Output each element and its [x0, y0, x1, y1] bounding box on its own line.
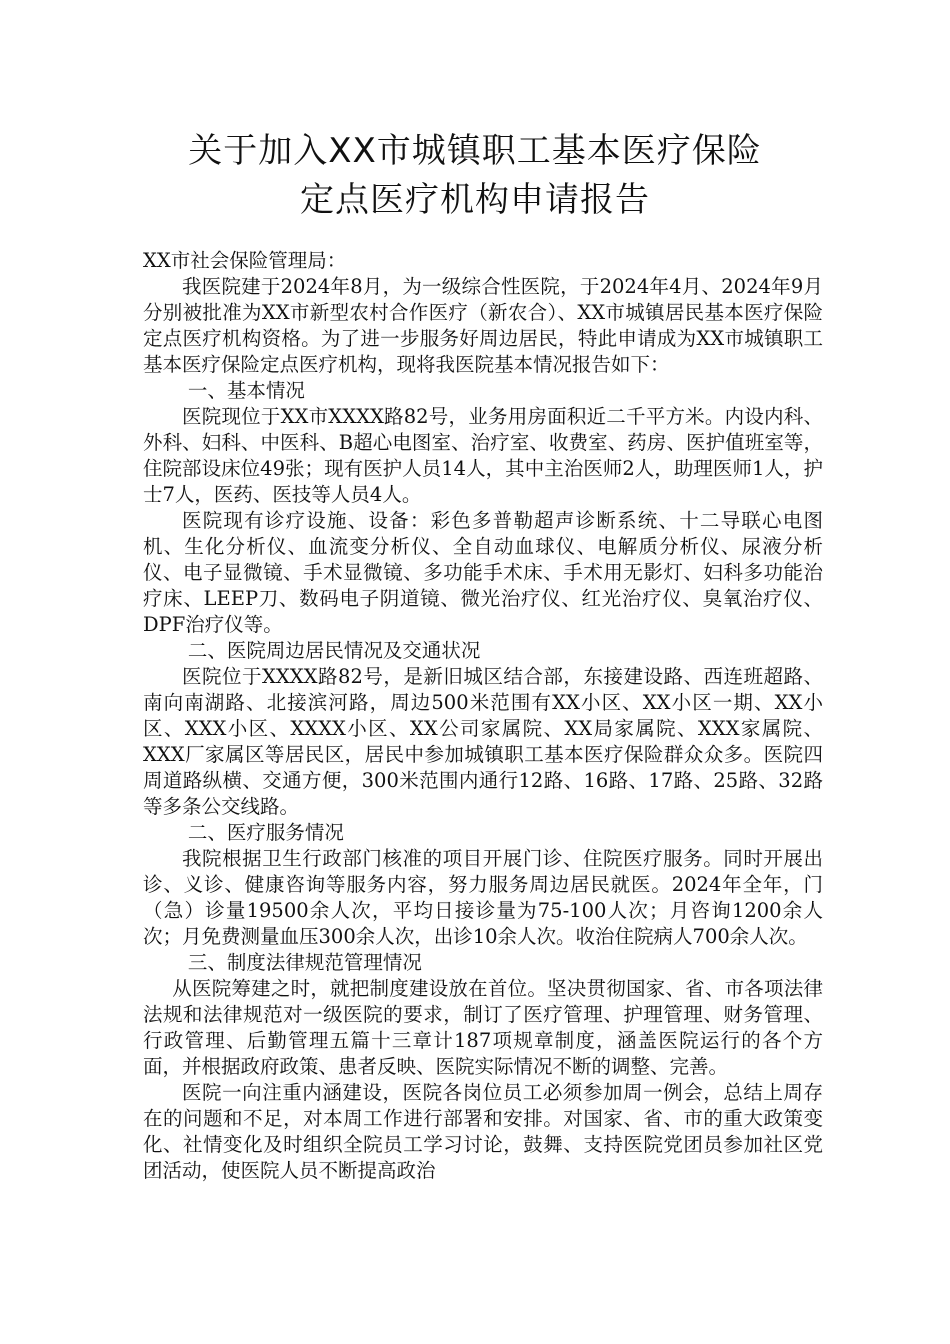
document-title-line2: 定点医疗机构申请报告	[300, 180, 650, 220]
paragraph-equipment: 医院现有诊疗设施、设备：彩色多普勒超声诊断系统、十二导联心电图机、生化分析仪、血流变分析仪、全自动血球仪、电解质分析仪、尿液分析仪、电子显微镜、手术显微镜、多功能手术床、手术用无影灯、妇科多功能治疗床、LEEP刀、数码电子阴道镜、微光治疗仪、红光治疗仪、臭氧治疗仪、DPF治疗仪等。	[143, 509, 823, 636]
document-title-line1: 关于加入XX市城镇职工基本医疗保险	[188, 131, 762, 171]
paragraph-internal-building: 医院一向注重内涵建设，医院各岗位员工必须参加周一例会，总结上周存在的问题和不足，对本周工作进行部署和安排。对国家、省、市的重大政策变化、社情变化及时组织全院员工学习讨论，鼓舞、支持医院党团员参加社区党团活动，使医院人员不断提高政治	[143, 1081, 823, 1182]
paragraph-services: 我院根据卫生行政部门核准的项目开展门诊、住院医疗服务。同时开展出诊、义诊、健康咨询等服务内容，努力服务周边居民就医。2024年全年，门（急）诊量19500余人次，平均日接诊量为75-100人次；月咨询1200余人次；月免费测量血压300余人次，出诊10余人次。收治住院病人700余人次。	[143, 847, 823, 948]
paragraph-regulations: 从医院筹建之时，就把制度建设放在首位。坚决贯彻国家、省、市各项法律法规和法律规范对一级医院的要求，制订了医疗管理、护理管理、财务管理、行政管理、后勤管理五篇十三章计187项规章制度，涵盖医院运行的各个方面，并根据政府政策、患者反映、医院实际情况不断的调整、完善。	[143, 977, 823, 1078]
paragraph-surroundings: 医院位于XXXX路82号，是新旧城区结合部，东接建设路、西连班超路、南向南湖路、北接滨河路，周边500米范围有XX小区、XX小区一期、XX小区、XXX小区、XXXX小区、XX公司家属院、XX局家属院、XXX家属院、XXX厂家属区等居民区，居民中参加城镇职工基本医疗保险群众众多。医院四周道路纵横、交通方便，300米范围内通行12路、16路、17路、25路、32路等多条公交线路。	[143, 665, 823, 818]
paragraph-intro: 我医院建于2024年8月，为一级综合性医院，于2024年4月、2024年9月分别被批准为XX市新型农村合作医疗（新农合）、XX市城镇居民基本医疗保险定点医疗机构资格。为了进一步服务好周边居民，特此申请成为XX市城镇职工基本医疗保险定点医疗机构，现将我医院基本情况报告如下：	[143, 275, 823, 376]
section-heading-services: 二、医疗服务情况	[187, 821, 344, 844]
salutation: XX市社会保险管理局：	[143, 249, 347, 272]
section-heading-basic: 一、基本情况	[187, 379, 305, 402]
section-heading-surroundings: 二、医院周边居民情况及交通状况	[187, 639, 481, 662]
document-body	[143, 248, 823, 1184]
paragraph-basic-info: 医院现位于XX市XXXX路82号，业务用房面积近二千平方米。内设内科、外科、妇科、中医科、B超心电图室、治疗室、收费室、药房、医护值班室等，住院部设床位49张；现有医护人员14人，其中主治医师2人，助理医师1人，护士7人，医药、医技等人员4人。	[143, 405, 823, 506]
section-heading-regulations: 三、制度法律规范管理情况	[187, 951, 422, 974]
